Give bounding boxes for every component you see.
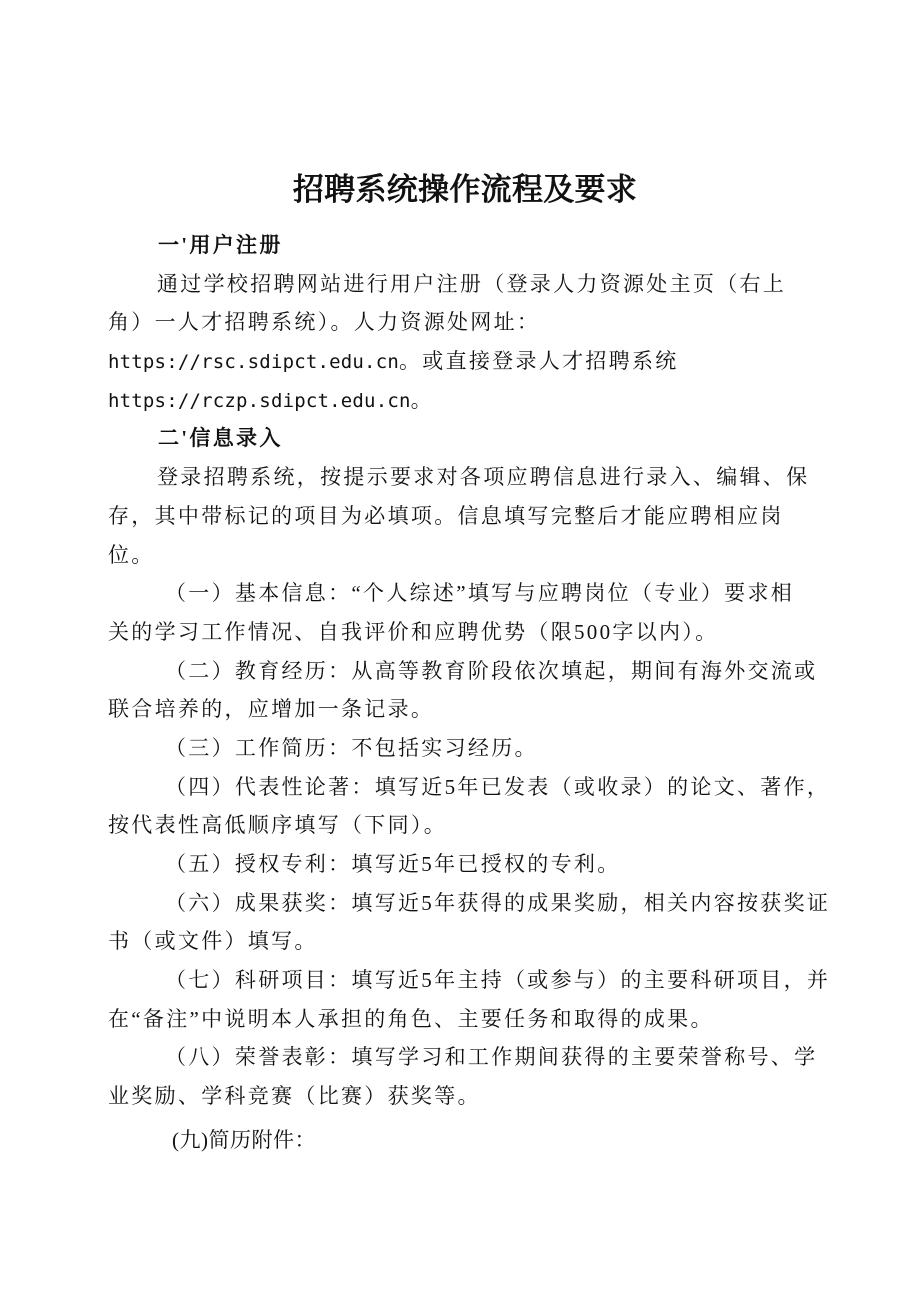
paragraph-line: 角）一人才招聘系统）。人力资源处网址： [108,310,541,335]
paragraph [108,265,838,420]
list-item-resume-attachments [108,1121,838,1160]
paragraph-line: 登录招聘系统，按提示要求对各项应聘信息进行录入、编辑、保 [157,465,810,490]
recruitment-system-url: https://rczp.sdipct.edu.cn [108,389,411,412]
url-line [108,342,838,381]
document-body [108,226,838,1160]
item-line: 书（或文件）填写。 [108,929,318,954]
item-line: （五）授权专利：填写近5年已授权的专利。 [165,852,621,876]
item-line: （四）代表性论著：填写近5年已发表（或收录）的论文、著作， [165,774,831,799]
paragraph-line: 位。 [108,542,155,567]
section-heading: 一'用户注册 [158,233,283,257]
paragraph-line: 通过学校招聘网站进行用户注册（登录人力资源处主页（右上 [157,271,787,296]
item-line: （一）基本信息：“个人综述”填写与应聘岗位（专业）要求相 [165,581,795,606]
item-line: (九)简历附件： [172,1127,316,1152]
paragraph-line: 存，其中带标记的项目为必填项。信息填写完整后才能应聘相应岗 [108,503,784,528]
section-user-registration [108,226,838,419]
item-line: （七）科研项目：填写近5年主持（或参与）的主要科研项目，并 [165,968,831,993]
list-item-education [108,652,838,729]
list-item-publications [108,768,838,845]
section-information-entry [108,419,838,1159]
item-line: （八）荣誉表彰：填写学习和工作期间获得的主要荣誉称号、学 [165,1045,818,1070]
url-line-text: 。 [410,387,434,412]
item-line: （二）教育经历：从高等教育阶段依次填起，期间有海外交流或 [165,658,818,683]
item-line: 关的学习工作情况、自我评价和应聘优势（限500字以内）。 [108,619,719,644]
hr-website-url: https://rsc.sdipct.edu.cn [108,351,399,374]
document-title: 招聘系统操作流程及要求 [292,172,638,208]
paragraph [108,458,838,574]
item-line: 联合培养的，应增加一条记录。 [108,697,435,722]
list-item-research-projects [108,961,838,1038]
list-item-basic-info [108,574,838,651]
item-line: （六）成果获奖：填写近5年获得的成果奖励，相关内容按获奖证 [165,890,831,915]
item-line: 在“备注”中说明本人承担的角色、主要任务和取得的成果。 [108,1006,714,1031]
item-line: （三）工作简历：不包括实习经历。 [165,735,538,760]
url-line-text: 。或直接登录人才招聘系统 [398,349,679,374]
list-item-work-history [108,729,838,768]
section-heading: 二'信息录入 [158,426,283,451]
list-item-awards [108,884,838,961]
item-line: 按代表性高低顺序填写（下同）。 [108,813,447,838]
list-item-honors [108,1038,838,1115]
item-line: 业奖励、学科竞赛（比赛）获奖等。 [108,1084,481,1109]
list-item-patents [108,845,838,884]
url-line [108,381,838,420]
